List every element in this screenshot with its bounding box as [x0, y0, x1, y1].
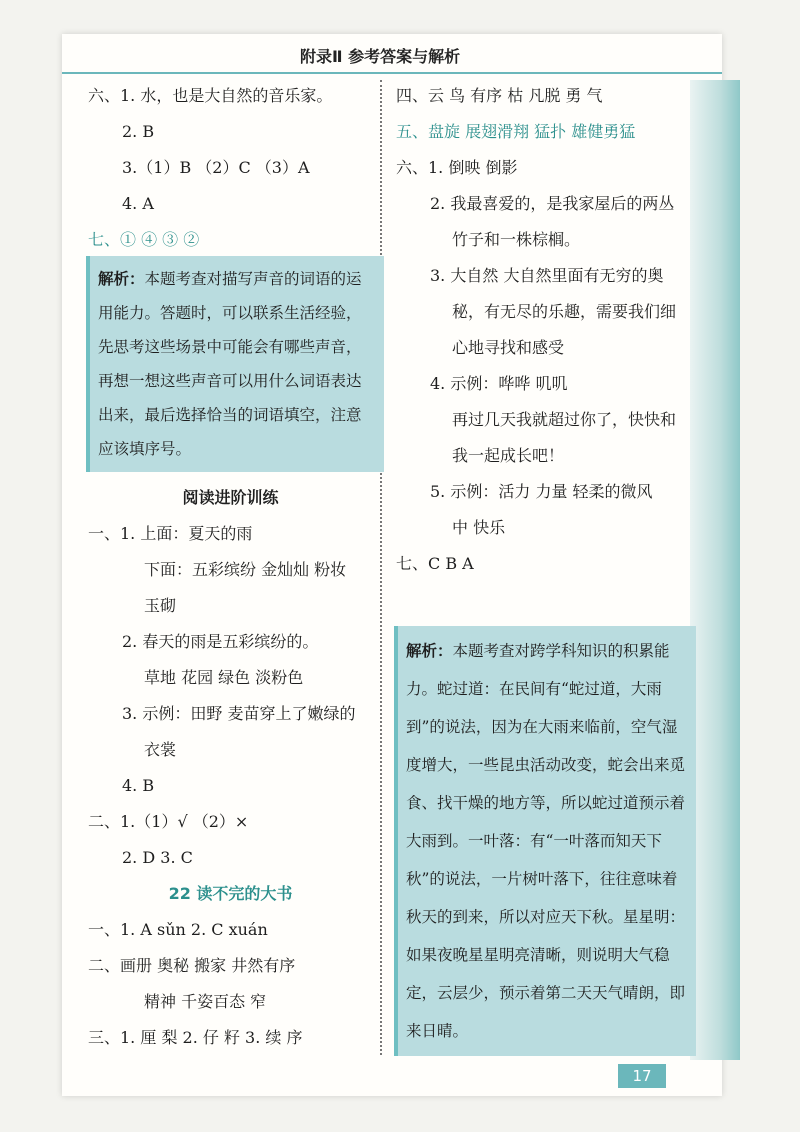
answer-line: 4. A	[122, 194, 154, 213]
answer-line: 3.（1）B （2）C （3）A	[122, 158, 310, 177]
answer-line: 四、云 鸟 有序 枯 凡脱 勇 气	[396, 86, 603, 105]
answer-line: 草地 花园 绿色 淡粉色	[144, 668, 304, 687]
answer-line: 2. D 3. C	[122, 848, 193, 867]
answer-line: 3. 示例：田野 麦苗穿上了嫩绿的	[122, 704, 356, 723]
column-divider	[380, 80, 382, 1055]
answer-line: 中 快乐	[452, 518, 506, 537]
answer-line: 三、1. 厘 梨 2. 仔 籽 3. 续 序	[88, 1028, 303, 1047]
answer-line: 下面：五彩缤纷 金灿灿 粉妆	[144, 560, 347, 579]
answer-line: 我一起成长吧！	[452, 446, 565, 465]
left-column-lower	[88, 480, 373, 1056]
analysis-text: 本题考查对跨学科知识的积累能力。蛇过道：在民间有“蛇过道，大雨到”的说法，因为在大雨来临前，空气湿度增大，一些昆虫活动改变，蛇会出来觅食、找干燥的地方等，所以蛇过道预示着大雨到。一叶落：有“一叶落而知天下秋”的说法，一片树叶落下，往往意味着秋天的到来，所以对应天下秋。星星明：如果夜晚星星明亮清晰，则说明大气稳定，云层少，预示着第二天天气晴朗，即来日晴。	[406, 642, 686, 1040]
answer-line: 一、1. 上面：夏天的雨	[88, 524, 253, 543]
answer-line: 秘，有无尽的乐趣，需要我们细	[452, 302, 677, 321]
left-column	[88, 78, 373, 258]
analysis-box-left	[86, 256, 384, 472]
answer-line: 六、1. 倒映 倒影	[396, 158, 518, 177]
answer-line: 七、C B A	[396, 554, 474, 573]
analysis-label: 解析：	[98, 269, 145, 288]
page-edge-decoration	[690, 80, 740, 1060]
answer-line: 精神 千姿百态 窄	[144, 992, 267, 1011]
answer-line: 一、1. A sǔn 2. C xuán	[88, 920, 268, 939]
right-column	[396, 78, 688, 582]
answer-line: 2. 春天的雨是五彩缤纷的。	[122, 632, 319, 651]
answer-line: 3. 大自然 大自然里面有无穷的奥	[430, 266, 664, 285]
answer-line: 竹子和一株棕榈。	[452, 230, 581, 249]
answer-line: 5. 示例：活力 力量 轻柔的微风	[430, 482, 653, 501]
analysis-box-right	[394, 626, 696, 1056]
answer-line: 五、盘旋 展翅滑翔 猛扑 雄健勇猛	[396, 122, 636, 141]
answer-line: 2. 我最喜爱的，是我家屋后的两丛	[430, 194, 675, 213]
lesson-title: 22 读不完的大书	[168, 884, 293, 903]
answer-line: 心地寻找和感受	[452, 338, 565, 357]
answer-line: 4. B	[122, 776, 155, 795]
analysis-text: 本题考查对描写声音的词语的运用能力。答题时，可以联系生活经验，先思考这些场景中可能会有哪些声音，再想一想这些声音可以用什么词语表达出来，最后选择恰当的词语填空，注意应该填序号。	[98, 270, 362, 458]
answer-line: 二、1.（1）√ （2）×	[88, 812, 249, 831]
page-header: 附录Ⅱ 参考答案与解析	[300, 47, 461, 66]
answer-line: 4. 示例：哗哗 叽叽	[430, 374, 568, 393]
answer-line: 衣裳	[144, 740, 177, 759]
answer-line: 2. B	[122, 122, 155, 141]
section-title: 阅读进阶训练	[182, 488, 279, 507]
answer-line: 二、画册 奥秘 搬家 井然有序	[88, 956, 296, 975]
answer-line: 再过几天我就超过你了，快快和	[452, 410, 677, 429]
answer-line: 七、① ④ ③ ②	[88, 230, 200, 249]
analysis-label: 解析：	[406, 641, 453, 660]
page-number: 17	[618, 1064, 666, 1088]
answer-line: 六、1. 水，也是大自然的音乐家。	[88, 86, 333, 105]
header-rule	[62, 72, 722, 74]
answer-line: 玉砌	[144, 596, 177, 615]
